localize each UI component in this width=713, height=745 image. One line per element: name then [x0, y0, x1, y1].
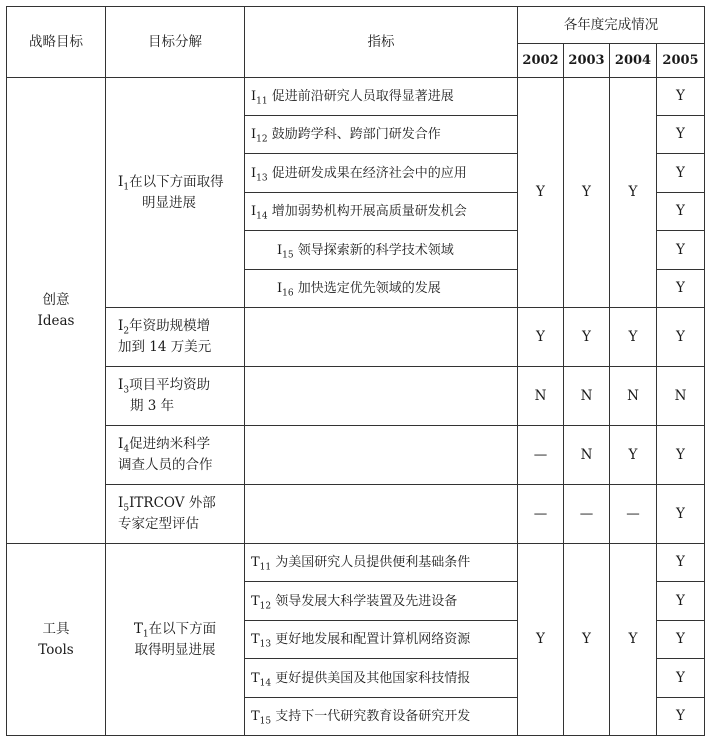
- header-row-1: [7, 7, 705, 44]
- cell-i2-2004: Y: [610, 308, 657, 367]
- header-indicator: 指标: [245, 7, 518, 78]
- cell-t1-2004: Y: [610, 544, 657, 736]
- table-row: [7, 544, 705, 582]
- goal-i2: $I_2$年资助规模增 加到 14 万美元: [106, 308, 245, 367]
- cell-t15-2005: Y: [657, 698, 705, 736]
- indicator-i16: $I_{16}$ 加快选定优先领域的发展: [245, 270, 518, 308]
- header-year-2002: 2002: [518, 44, 564, 78]
- indicator-i3-empty: [245, 367, 518, 426]
- strategy-ideas-en: Ideas: [37, 312, 75, 329]
- cell-i2-2003: Y: [564, 308, 610, 367]
- table-row: [7, 426, 705, 485]
- cell-i1-2004: Y: [610, 78, 657, 308]
- goals-table-wrapper: [6, 6, 705, 736]
- cell-i14-2005: Y: [657, 193, 705, 231]
- cell-t11-2005: Y: [657, 544, 705, 582]
- cell-i5-2003: —: [564, 485, 610, 544]
- header-strategy: 战略目标: [7, 7, 106, 78]
- cell-i5-2004: —: [610, 485, 657, 544]
- strategy-tools: [7, 544, 106, 736]
- indicator-t14: $T_{14}$ 更好提供美国及其他国家科技情报: [245, 659, 518, 698]
- cell-i1-2003: Y: [564, 78, 610, 308]
- indicator-i15: $I_{15}$ 领导探索新的科学技术领域: [245, 231, 518, 270]
- header-decompose: 目标分解: [106, 7, 245, 78]
- indicator-i11: $I_{11}$ 促进前沿研究人员取得显著进展: [245, 78, 518, 116]
- cell-i15-2005: Y: [657, 231, 705, 270]
- cell-t1-2002: Y: [518, 544, 564, 736]
- cell-t13-2005: Y: [657, 621, 705, 659]
- cell-i3-2004: N: [610, 367, 657, 426]
- goal-t1: $T_1$在以下方面 取得明显进展: [106, 544, 245, 736]
- cell-i1-2002: Y: [518, 78, 564, 308]
- cell-t12-2005: Y: [657, 582, 705, 621]
- cell-i4-2004: Y: [610, 426, 657, 485]
- indicator-i2-empty: [245, 308, 518, 367]
- cell-i5-2002: —: [518, 485, 564, 544]
- goal-i5: $I_5ITRCOV$ 外部 专家定型评估: [106, 485, 245, 544]
- indicator-i4-empty: [245, 426, 518, 485]
- cell-i4-2005: Y: [657, 426, 705, 485]
- strategy-tools-en: Tools: [38, 641, 74, 658]
- table-row: [7, 485, 705, 544]
- cell-i2-2005: Y: [657, 308, 705, 367]
- strategy-ideas-cn: 创意: [42, 291, 70, 308]
- indicator-t12: $T_{12}$ 领导发展大科学装置及先进设备: [245, 582, 518, 621]
- indicator-i12: $I_{12}$ 鼓励跨学科、跨部门研发合作: [245, 116, 518, 154]
- table-row: [7, 367, 705, 426]
- header-status: 各年度完成情况: [518, 7, 705, 44]
- cell-i4-2003: N: [564, 426, 610, 485]
- cell-i2-2002: Y: [518, 308, 564, 367]
- indicator-t13: $T_{13}$ 更好地发展和配置计算机网络资源: [245, 621, 518, 659]
- goal-i1: $I_1$在以下方面取得 明显进展: [106, 78, 245, 308]
- header-year-2005: 2005: [657, 44, 705, 78]
- indicator-i5-empty: [245, 485, 518, 544]
- indicator-i13: $I_{13}$ 促进研发成果在经济社会中的应用: [245, 154, 518, 193]
- cell-i4-2002: —: [518, 426, 564, 485]
- table-row: [7, 78, 705, 116]
- header-year-2003: 2003: [564, 44, 610, 78]
- goal-i4: $I_4$促进纳米科学 调查人员的合作: [106, 426, 245, 485]
- indicator-i14: $I_{14}$ 增加弱势机构开展高质量研发机会: [245, 193, 518, 231]
- indicator-t11: $T_{11}$ 为美国研究人员提供便利基础条件: [245, 544, 518, 582]
- indicator-t15: $T_{15}$ 支持下一代研究教育设备研究开发: [245, 698, 518, 736]
- strategy-tools-cn: 工具: [42, 620, 70, 637]
- cell-t1-2003: Y: [564, 544, 610, 736]
- cell-i3-2003: N: [564, 367, 610, 426]
- cell-i16-2005: Y: [657, 270, 705, 308]
- header-year-2004: 2004: [610, 44, 657, 78]
- cell-i11-2005: Y: [657, 78, 705, 116]
- cell-t14-2005: Y: [657, 659, 705, 698]
- cell-i5-2005: Y: [657, 485, 705, 544]
- cell-i12-2005: Y: [657, 116, 705, 154]
- table-row: [7, 308, 705, 367]
- strategic-goals-table: [6, 6, 705, 736]
- goal-i3: $I_3$项目平均资助 期 3 年: [106, 367, 245, 426]
- strategy-ideas: [7, 78, 106, 544]
- cell-i13-2005: Y: [657, 154, 705, 193]
- cell-i3-2002: N: [518, 367, 564, 426]
- cell-i3-2005: N: [657, 367, 705, 426]
